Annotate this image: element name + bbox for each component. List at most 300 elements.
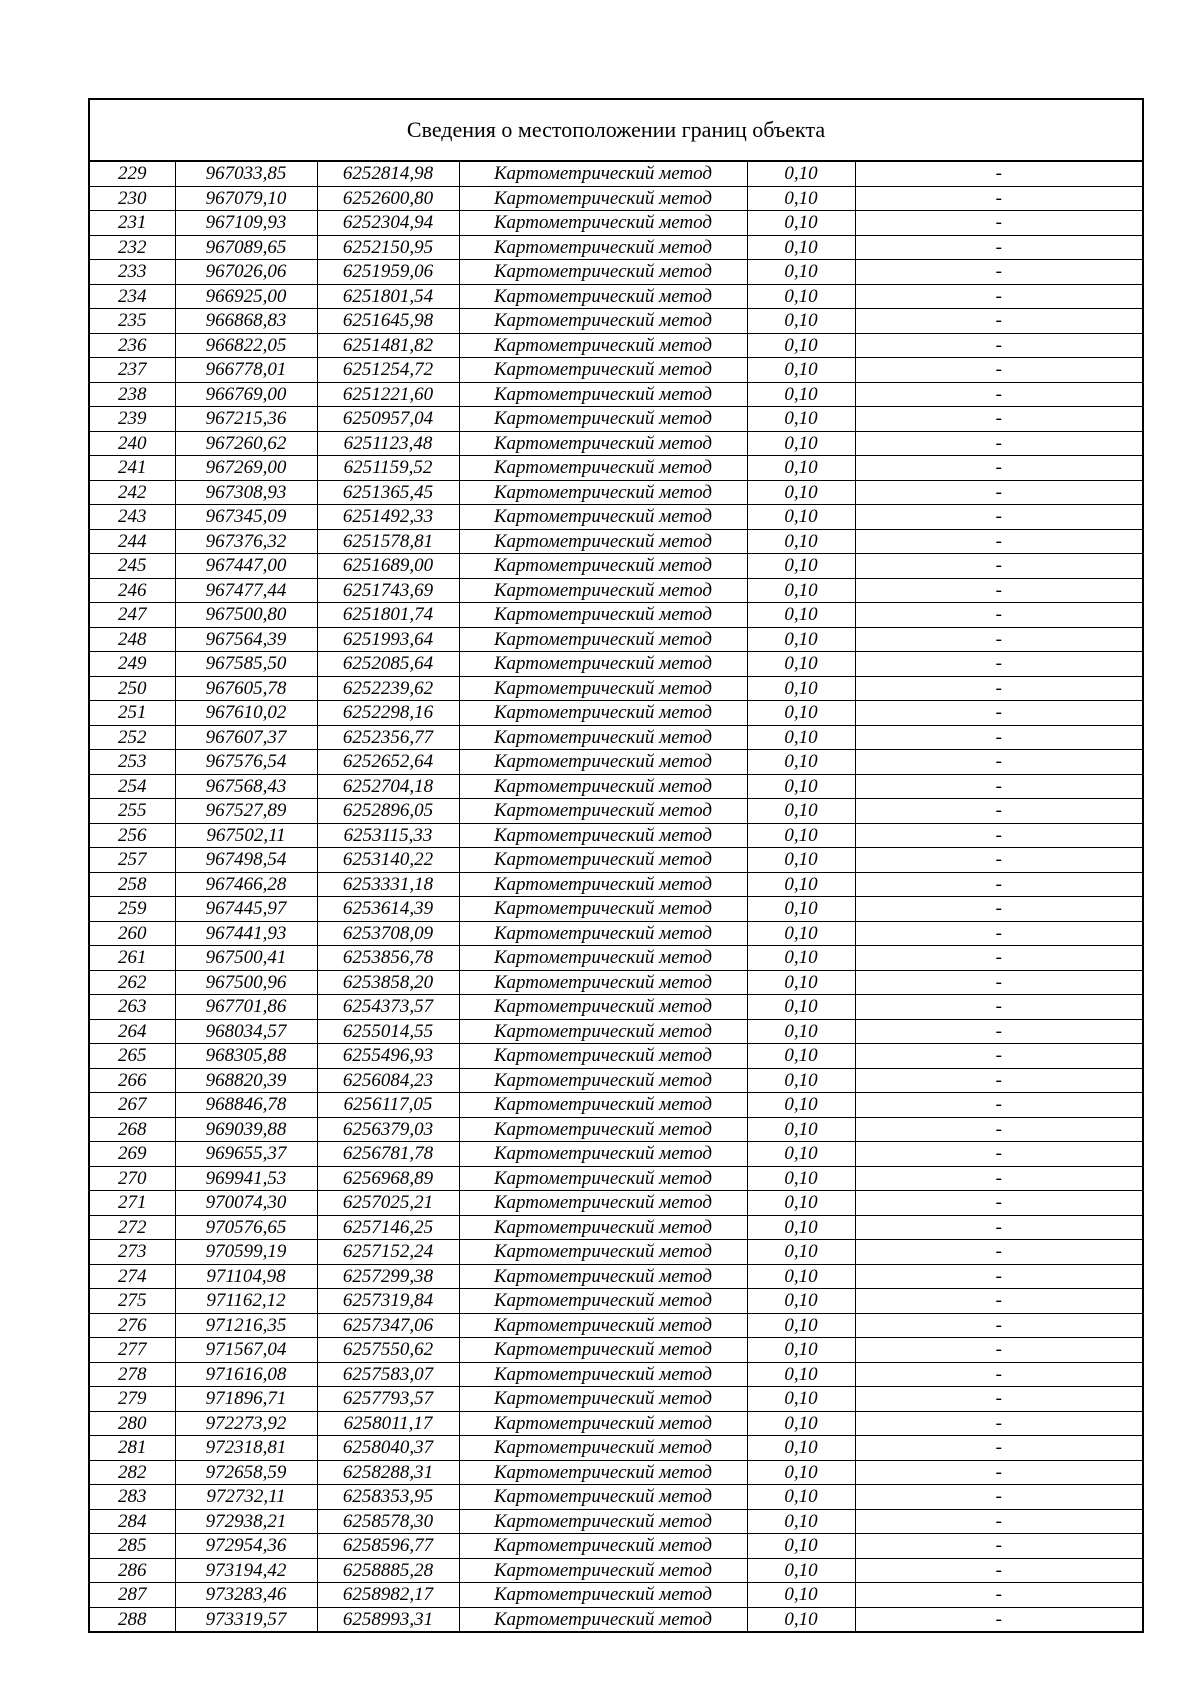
- description-cell: -: [855, 162, 1142, 186]
- accuracy-cell: 0,10: [747, 407, 855, 432]
- x-coordinate-cell: 972732,11: [175, 1485, 317, 1510]
- y-coordinate-cell: 6253614,39: [317, 897, 459, 922]
- x-coordinate-cell: 967500,41: [175, 946, 317, 971]
- table-row: [90, 1117, 1142, 1142]
- accuracy-cell: 0,10: [747, 701, 855, 726]
- y-coordinate-cell: 6257347,06: [317, 1313, 459, 1338]
- accuracy-cell: 0,10: [747, 554, 855, 579]
- x-coordinate-cell: 966925,00: [175, 284, 317, 309]
- point-number-cell: 257: [90, 848, 175, 873]
- description-cell: -: [855, 1534, 1142, 1559]
- description-cell: -: [855, 725, 1142, 750]
- method-cell: Картометрический метод: [459, 799, 747, 824]
- table-row: [90, 309, 1142, 334]
- y-coordinate-cell: 6257793,57: [317, 1387, 459, 1412]
- y-coordinate-cell: 6252150,95: [317, 235, 459, 260]
- y-coordinate-cell: 6257583,07: [317, 1362, 459, 1387]
- table-row: [90, 1387, 1142, 1412]
- method-cell: Картометрический метод: [459, 1460, 747, 1485]
- accuracy-cell: 0,10: [747, 358, 855, 383]
- point-number-cell: 266: [90, 1068, 175, 1093]
- description-cell: -: [855, 456, 1142, 481]
- table-row: [90, 1191, 1142, 1216]
- accuracy-cell: 0,10: [747, 725, 855, 750]
- x-coordinate-cell: 972938,21: [175, 1509, 317, 1534]
- accuracy-cell: 0,10: [747, 1436, 855, 1461]
- description-cell: -: [855, 1117, 1142, 1142]
- y-coordinate-cell: 6252814,98: [317, 162, 459, 186]
- method-cell: Картометрический метод: [459, 897, 747, 922]
- method-cell: Картометрический метод: [459, 333, 747, 358]
- description-cell: -: [855, 603, 1142, 628]
- x-coordinate-cell: 969655,37: [175, 1142, 317, 1167]
- method-cell: Картометрический метод: [459, 1436, 747, 1461]
- point-number-cell: 245: [90, 554, 175, 579]
- table-row: [90, 1460, 1142, 1485]
- description-cell: -: [855, 186, 1142, 211]
- method-cell: Картометрический метод: [459, 946, 747, 971]
- table-row: [90, 333, 1142, 358]
- x-coordinate-cell: 967500,96: [175, 970, 317, 995]
- boundary-table-frame: [88, 98, 1144, 1633]
- table-row: [90, 1607, 1142, 1631]
- accuracy-cell: 0,10: [747, 1485, 855, 1510]
- x-coordinate-cell: 969941,53: [175, 1166, 317, 1191]
- point-number-cell: 274: [90, 1264, 175, 1289]
- y-coordinate-cell: 6253708,09: [317, 921, 459, 946]
- x-coordinate-cell: 966822,05: [175, 333, 317, 358]
- description-cell: -: [855, 921, 1142, 946]
- method-cell: Картометрический метод: [459, 750, 747, 775]
- accuracy-cell: 0,10: [747, 1558, 855, 1583]
- point-number-cell: 284: [90, 1509, 175, 1534]
- method-cell: Картометрический метод: [459, 701, 747, 726]
- point-number-cell: 271: [90, 1191, 175, 1216]
- description-cell: -: [855, 1460, 1142, 1485]
- method-cell: Картометрический метод: [459, 1558, 747, 1583]
- accuracy-cell: 0,10: [747, 627, 855, 652]
- accuracy-cell: 0,10: [747, 333, 855, 358]
- point-number-cell: 288: [90, 1607, 175, 1631]
- method-cell: Картометрический метод: [459, 211, 747, 236]
- y-coordinate-cell: 6252304,94: [317, 211, 459, 236]
- x-coordinate-cell: 967308,93: [175, 480, 317, 505]
- point-number-cell: 240: [90, 431, 175, 456]
- table-row: [90, 235, 1142, 260]
- point-number-cell: 276: [90, 1313, 175, 1338]
- x-coordinate-cell: 967445,97: [175, 897, 317, 922]
- point-number-cell: 236: [90, 333, 175, 358]
- point-number-cell: 283: [90, 1485, 175, 1510]
- accuracy-cell: 0,10: [747, 1019, 855, 1044]
- description-cell: -: [855, 1338, 1142, 1363]
- table-row: [90, 162, 1142, 186]
- table-row: [90, 431, 1142, 456]
- description-cell: -: [855, 529, 1142, 554]
- accuracy-cell: 0,10: [747, 799, 855, 824]
- method-cell: Картометрический метод: [459, 1411, 747, 1436]
- x-coordinate-cell: 968820,39: [175, 1068, 317, 1093]
- y-coordinate-cell: 6251645,98: [317, 309, 459, 334]
- description-cell: -: [855, 1142, 1142, 1167]
- point-number-cell: 281: [90, 1436, 175, 1461]
- point-number-cell: 241: [90, 456, 175, 481]
- x-coordinate-cell: 971896,71: [175, 1387, 317, 1412]
- point-number-cell: 230: [90, 186, 175, 211]
- table-row: [90, 1264, 1142, 1289]
- description-cell: -: [855, 480, 1142, 505]
- method-cell: Картометрический метод: [459, 309, 747, 334]
- method-cell: Картометрический метод: [459, 1264, 747, 1289]
- y-coordinate-cell: 6252652,64: [317, 750, 459, 775]
- method-cell: Картометрический метод: [459, 1607, 747, 1631]
- table-title: Сведения о местоположении границ объекта: [90, 100, 1142, 162]
- description-cell: -: [855, 358, 1142, 383]
- table-row: [90, 1044, 1142, 1069]
- y-coordinate-cell: 6251123,48: [317, 431, 459, 456]
- description-cell: -: [855, 431, 1142, 456]
- table-row: [90, 529, 1142, 554]
- method-cell: Картометрический метод: [459, 1362, 747, 1387]
- point-number-cell: 229: [90, 162, 175, 186]
- accuracy-cell: 0,10: [747, 652, 855, 677]
- table-row: [90, 578, 1142, 603]
- method-cell: Картометрический метод: [459, 1240, 747, 1265]
- point-number-cell: 235: [90, 309, 175, 334]
- point-number-cell: 282: [90, 1460, 175, 1485]
- method-cell: Картометрический метод: [459, 1166, 747, 1191]
- method-cell: Картометрический метод: [459, 1338, 747, 1363]
- table-row: [90, 382, 1142, 407]
- method-cell: Картометрический метод: [459, 603, 747, 628]
- point-number-cell: 258: [90, 872, 175, 897]
- point-number-cell: 250: [90, 676, 175, 701]
- description-cell: -: [855, 1093, 1142, 1118]
- accuracy-cell: 0,10: [747, 1460, 855, 1485]
- y-coordinate-cell: 6252239,62: [317, 676, 459, 701]
- method-cell: Картометрический метод: [459, 1485, 747, 1510]
- y-coordinate-cell: 6257025,21: [317, 1191, 459, 1216]
- description-cell: -: [855, 799, 1142, 824]
- table-row: [90, 946, 1142, 971]
- accuracy-cell: 0,10: [747, 1338, 855, 1363]
- method-cell: Картометрический метод: [459, 260, 747, 285]
- point-number-cell: 248: [90, 627, 175, 652]
- x-coordinate-cell: 971162,12: [175, 1289, 317, 1314]
- description-cell: -: [855, 309, 1142, 334]
- method-cell: Картометрический метод: [459, 1142, 747, 1167]
- point-number-cell: 243: [90, 505, 175, 530]
- y-coordinate-cell: 6254373,57: [317, 995, 459, 1020]
- method-cell: Картометрический метод: [459, 1191, 747, 1216]
- table-row: [90, 1019, 1142, 1044]
- accuracy-cell: 0,10: [747, 995, 855, 1020]
- point-number-cell: 252: [90, 725, 175, 750]
- method-cell: Картометрический метод: [459, 235, 747, 260]
- y-coordinate-cell: 6252298,16: [317, 701, 459, 726]
- y-coordinate-cell: 6251959,06: [317, 260, 459, 285]
- accuracy-cell: 0,10: [747, 970, 855, 995]
- x-coordinate-cell: 967033,85: [175, 162, 317, 186]
- method-cell: Картометрический метод: [459, 1044, 747, 1069]
- description-cell: -: [855, 823, 1142, 848]
- x-coordinate-cell: 967607,37: [175, 725, 317, 750]
- x-coordinate-cell: 967466,28: [175, 872, 317, 897]
- point-number-cell: 280: [90, 1411, 175, 1436]
- x-coordinate-cell: 972318,81: [175, 1436, 317, 1461]
- description-cell: -: [855, 407, 1142, 432]
- x-coordinate-cell: 967089,65: [175, 235, 317, 260]
- accuracy-cell: 0,10: [747, 1607, 855, 1631]
- table-row: [90, 652, 1142, 677]
- description-cell: -: [855, 1289, 1142, 1314]
- x-coordinate-cell: 967498,54: [175, 848, 317, 873]
- point-number-cell: 234: [90, 284, 175, 309]
- x-coordinate-cell: 967260,62: [175, 431, 317, 456]
- table-row: [90, 1289, 1142, 1314]
- method-cell: Картометрический метод: [459, 529, 747, 554]
- method-cell: Картометрический метод: [459, 480, 747, 505]
- description-cell: -: [855, 284, 1142, 309]
- x-coordinate-cell: 968846,78: [175, 1093, 317, 1118]
- accuracy-cell: 0,10: [747, 1362, 855, 1387]
- y-coordinate-cell: 6251993,64: [317, 627, 459, 652]
- point-number-cell: 263: [90, 995, 175, 1020]
- table-row: [90, 358, 1142, 383]
- x-coordinate-cell: 967477,44: [175, 578, 317, 603]
- accuracy-cell: 0,10: [747, 529, 855, 554]
- point-number-cell: 256: [90, 823, 175, 848]
- description-cell: -: [855, 701, 1142, 726]
- description-cell: -: [855, 1313, 1142, 1338]
- y-coordinate-cell: 6257319,84: [317, 1289, 459, 1314]
- description-cell: -: [855, 1019, 1142, 1044]
- x-coordinate-cell: 967585,50: [175, 652, 317, 677]
- method-cell: Картометрический метод: [459, 1019, 747, 1044]
- y-coordinate-cell: 6251159,52: [317, 456, 459, 481]
- point-number-cell: 285: [90, 1534, 175, 1559]
- point-number-cell: 242: [90, 480, 175, 505]
- method-cell: Картометрический метод: [459, 1313, 747, 1338]
- x-coordinate-cell: 967701,86: [175, 995, 317, 1020]
- table-row: [90, 970, 1142, 995]
- point-number-cell: 231: [90, 211, 175, 236]
- y-coordinate-cell: 6256117,05: [317, 1093, 459, 1118]
- point-number-cell: 270: [90, 1166, 175, 1191]
- description-cell: -: [855, 333, 1142, 358]
- accuracy-cell: 0,10: [747, 1044, 855, 1069]
- y-coordinate-cell: 6257146,25: [317, 1215, 459, 1240]
- point-number-cell: 273: [90, 1240, 175, 1265]
- y-coordinate-cell: 6253856,78: [317, 946, 459, 971]
- y-coordinate-cell: 6256968,89: [317, 1166, 459, 1191]
- point-number-cell: 254: [90, 774, 175, 799]
- table-row: [90, 603, 1142, 628]
- method-cell: Картометрический метод: [459, 1289, 747, 1314]
- point-number-cell: 269: [90, 1142, 175, 1167]
- point-number-cell: 260: [90, 921, 175, 946]
- y-coordinate-cell: 6256781,78: [317, 1142, 459, 1167]
- y-coordinate-cell: 6258596,77: [317, 1534, 459, 1559]
- y-coordinate-cell: 6258885,28: [317, 1558, 459, 1583]
- y-coordinate-cell: 6251801,54: [317, 284, 459, 309]
- description-cell: -: [855, 578, 1142, 603]
- boundary-points-table: [90, 162, 1142, 1631]
- accuracy-cell: 0,10: [747, 1583, 855, 1608]
- method-cell: Картометрический метод: [459, 554, 747, 579]
- point-number-cell: 268: [90, 1117, 175, 1142]
- description-cell: -: [855, 211, 1142, 236]
- y-coordinate-cell: 6251801,74: [317, 603, 459, 628]
- table-row: [90, 799, 1142, 824]
- point-number-cell: 246: [90, 578, 175, 603]
- x-coordinate-cell: 971104,98: [175, 1264, 317, 1289]
- method-cell: Картометрический метод: [459, 921, 747, 946]
- x-coordinate-cell: 967376,32: [175, 529, 317, 554]
- description-cell: -: [855, 1436, 1142, 1461]
- method-cell: Картометрический метод: [459, 627, 747, 652]
- description-cell: -: [855, 1362, 1142, 1387]
- y-coordinate-cell: 6253140,22: [317, 848, 459, 873]
- x-coordinate-cell: 970576,65: [175, 1215, 317, 1240]
- point-number-cell: 249: [90, 652, 175, 677]
- point-number-cell: 237: [90, 358, 175, 383]
- y-coordinate-cell: 6255014,55: [317, 1019, 459, 1044]
- point-number-cell: 239: [90, 407, 175, 432]
- y-coordinate-cell: 6253331,18: [317, 872, 459, 897]
- point-number-cell: 278: [90, 1362, 175, 1387]
- method-cell: Картометрический метод: [459, 1093, 747, 1118]
- description-cell: -: [855, 382, 1142, 407]
- x-coordinate-cell: 967269,00: [175, 456, 317, 481]
- table-row: [90, 1215, 1142, 1240]
- description-cell: -: [855, 1485, 1142, 1510]
- description-cell: -: [855, 872, 1142, 897]
- accuracy-cell: 0,10: [747, 921, 855, 946]
- y-coordinate-cell: 6252356,77: [317, 725, 459, 750]
- point-number-cell: 251: [90, 701, 175, 726]
- table-row: [90, 554, 1142, 579]
- accuracy-cell: 0,10: [747, 480, 855, 505]
- table-row: [90, 1509, 1142, 1534]
- x-coordinate-cell: 967500,80: [175, 603, 317, 628]
- point-number-cell: 287: [90, 1583, 175, 1608]
- method-cell: Картометрический метод: [459, 1215, 747, 1240]
- method-cell: Картометрический метод: [459, 970, 747, 995]
- accuracy-cell: 0,10: [747, 260, 855, 285]
- table-row: [90, 1583, 1142, 1608]
- x-coordinate-cell: 973319,57: [175, 1607, 317, 1631]
- method-cell: Картометрический метод: [459, 578, 747, 603]
- table-row: [90, 1240, 1142, 1265]
- y-coordinate-cell: 6256379,03: [317, 1117, 459, 1142]
- accuracy-cell: 0,10: [747, 1093, 855, 1118]
- method-cell: Картометрический метод: [459, 1068, 747, 1093]
- accuracy-cell: 0,10: [747, 676, 855, 701]
- table-row: [90, 921, 1142, 946]
- accuracy-cell: 0,10: [747, 431, 855, 456]
- accuracy-cell: 0,10: [747, 505, 855, 530]
- y-coordinate-cell: 6258040,37: [317, 1436, 459, 1461]
- point-number-cell: 232: [90, 235, 175, 260]
- method-cell: Картометрический метод: [459, 1534, 747, 1559]
- point-number-cell: 275: [90, 1289, 175, 1314]
- table-row: [90, 1411, 1142, 1436]
- accuracy-cell: 0,10: [747, 1191, 855, 1216]
- table-row: [90, 284, 1142, 309]
- accuracy-cell: 0,10: [747, 1534, 855, 1559]
- accuracy-cell: 0,10: [747, 1387, 855, 1412]
- point-number-cell: 255: [90, 799, 175, 824]
- y-coordinate-cell: 6258578,30: [317, 1509, 459, 1534]
- description-cell: -: [855, 235, 1142, 260]
- table-row: [90, 750, 1142, 775]
- x-coordinate-cell: 967109,93: [175, 211, 317, 236]
- description-cell: -: [855, 1240, 1142, 1265]
- point-number-cell: 233: [90, 260, 175, 285]
- accuracy-cell: 0,10: [747, 235, 855, 260]
- description-cell: -: [855, 1068, 1142, 1093]
- method-cell: Картометрический метод: [459, 186, 747, 211]
- x-coordinate-cell: 967527,89: [175, 799, 317, 824]
- table-row: [90, 872, 1142, 897]
- table-row: [90, 774, 1142, 799]
- x-coordinate-cell: 972273,92: [175, 1411, 317, 1436]
- y-coordinate-cell: 6252600,80: [317, 186, 459, 211]
- accuracy-cell: 0,10: [747, 309, 855, 334]
- description-cell: -: [855, 505, 1142, 530]
- y-coordinate-cell: 6253858,20: [317, 970, 459, 995]
- method-cell: Картометрический метод: [459, 725, 747, 750]
- x-coordinate-cell: 967441,93: [175, 921, 317, 946]
- table-row: [90, 676, 1142, 701]
- y-coordinate-cell: 6256084,23: [317, 1068, 459, 1093]
- y-coordinate-cell: 6250957,04: [317, 407, 459, 432]
- y-coordinate-cell: 6251578,81: [317, 529, 459, 554]
- x-coordinate-cell: 966769,00: [175, 382, 317, 407]
- x-coordinate-cell: 968305,88: [175, 1044, 317, 1069]
- description-cell: -: [855, 260, 1142, 285]
- table-row: [90, 260, 1142, 285]
- accuracy-cell: 0,10: [747, 456, 855, 481]
- table-row: [90, 1534, 1142, 1559]
- table-row: [90, 897, 1142, 922]
- description-cell: -: [855, 1044, 1142, 1069]
- table-row: [90, 505, 1142, 530]
- table-row: [90, 823, 1142, 848]
- y-coordinate-cell: 6258993,31: [317, 1607, 459, 1631]
- y-coordinate-cell: 6252704,18: [317, 774, 459, 799]
- y-coordinate-cell: 6251221,60: [317, 382, 459, 407]
- method-cell: Картометрический метод: [459, 431, 747, 456]
- method-cell: Картометрический метод: [459, 358, 747, 383]
- accuracy-cell: 0,10: [747, 750, 855, 775]
- y-coordinate-cell: 6251254,72: [317, 358, 459, 383]
- table-row: [90, 456, 1142, 481]
- y-coordinate-cell: 6251481,82: [317, 333, 459, 358]
- x-coordinate-cell: 969039,88: [175, 1117, 317, 1142]
- method-cell: Картометрический метод: [459, 284, 747, 309]
- table-body: [90, 162, 1142, 1631]
- table-row: [90, 407, 1142, 432]
- table-row: [90, 1142, 1142, 1167]
- accuracy-cell: 0,10: [747, 1411, 855, 1436]
- x-coordinate-cell: 971616,08: [175, 1362, 317, 1387]
- method-cell: Картометрический метод: [459, 652, 747, 677]
- point-number-cell: 261: [90, 946, 175, 971]
- y-coordinate-cell: 6255496,93: [317, 1044, 459, 1069]
- x-coordinate-cell: 967345,09: [175, 505, 317, 530]
